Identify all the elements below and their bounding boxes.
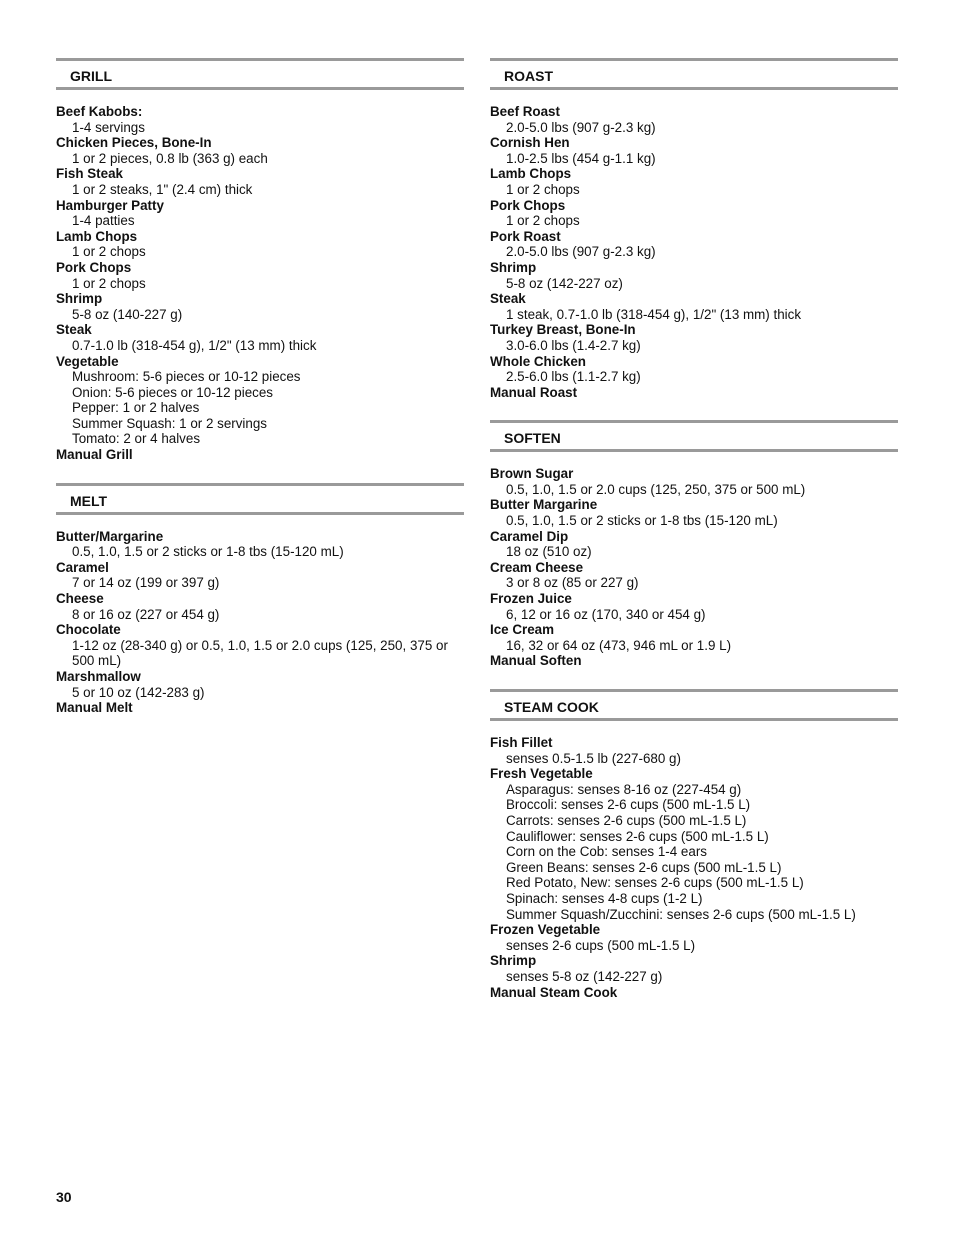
entry-item (490, 135, 898, 166)
entry-name: Manual Melt (56, 700, 133, 716)
entry-name: Shrimp (490, 259, 537, 275)
entry-detail: Summer Squash/Zucchini: senses 2-6 cups (500 mL-1.5 L) (506, 906, 856, 922)
entry-detail: Summer Squash: 1 or 2 servings (72, 415, 267, 431)
entry-name: Manual Roast (490, 384, 578, 400)
entry-name: Beef Roast (490, 104, 560, 119)
entry-detail: 5-8 oz (142-227 oz) (506, 275, 623, 291)
entry-item (490, 560, 898, 591)
entry-item (490, 497, 898, 528)
entry-detail: 0.7-1.0 lb (318-454 g), 1/2" (13 mm) thick (72, 337, 317, 353)
entry-item (56, 166, 464, 197)
entry-item (490, 766, 898, 922)
entry-item (490, 260, 898, 291)
right-column (490, 58, 898, 1000)
entry-list (490, 735, 898, 1000)
section-header (490, 58, 898, 90)
entry-item (56, 622, 464, 669)
entry-detail: Corn on the Cob: senses 1-4 ears (506, 844, 707, 860)
section-steam-cook (490, 689, 898, 1000)
entry-detail: 2.5-6.0 lbs (1.1-2.7 kg) (506, 369, 641, 385)
entry-item (56, 322, 464, 353)
entry-name: Lamb Chops (490, 166, 572, 182)
entry-detail: 8 or 16 oz (227 or 454 g) (72, 606, 220, 622)
entry-name: Ice Cream (490, 622, 555, 638)
entry-item (56, 447, 464, 463)
entry-detail: Mushroom: 5-6 pieces or 10-12 pieces (72, 369, 301, 385)
entry-detail: 7 or 14 oz (199 or 397 g) (72, 575, 220, 591)
entry-name: Lamb Chops (56, 228, 138, 244)
entry-detail: senses 2-6 cups (500 mL-1.5 L) (506, 937, 696, 953)
entry-name: Cream Cheese (490, 559, 584, 575)
entry-detail: 16, 32 or 64 oz (473, 946 mL or 1.9 L) (506, 637, 732, 653)
entry-item (56, 135, 464, 166)
entry-name: Shrimp (490, 953, 537, 969)
entry-detail: Carrots: senses 2-6 cups (500 mL-1.5 L) (506, 812, 747, 828)
entry-item (490, 922, 898, 953)
section-grill (56, 58, 464, 463)
entry-detail: 18 oz (510 oz) (506, 544, 592, 560)
entry-detail: 1 or 2 chops (72, 244, 146, 260)
entry-detail: 500 mL) (72, 653, 122, 669)
entry-item (56, 354, 464, 448)
entry-detail: 3.0-6.0 lbs (1.4-2.7 kg) (506, 337, 641, 353)
entry-name: Caramel Dip (490, 528, 569, 544)
entry-name: Fish Fillet (490, 735, 553, 750)
entry-name: Manual Soften (490, 653, 582, 669)
entry-name: Turkey Breast, Bone-In (490, 322, 636, 338)
entry-name: Shrimp (56, 291, 103, 307)
entry-name: Frozen Vegetable (490, 922, 601, 938)
entry-detail: 1-4 servings (72, 119, 145, 135)
entry-name: Caramel (56, 559, 109, 575)
entry-detail: 2.0-5.0 lbs (907 g-2.3 kg) (506, 119, 656, 135)
entry-name: Chocolate (56, 622, 121, 638)
entry-item (56, 591, 464, 622)
entry-name: Steak (56, 322, 92, 338)
entry-name: Whole Chicken (490, 353, 586, 369)
entry-detail: 1 or 2 chops (506, 213, 580, 229)
entry-name: Manual Steam Cook (490, 984, 618, 1000)
entry-name: Marshmallow (56, 669, 141, 684)
entry-list (490, 466, 898, 669)
entry-name: Manual Grill (56, 447, 133, 463)
entry-name: Fresh Vegetable (490, 766, 593, 782)
entry-name: Beef Kabobs: (56, 104, 143, 119)
entry-name: Steak (490, 291, 526, 307)
entry-detail: 1 steak, 0.7-1.0 lb (318-454 g), 1/2" (13 mm) thick (506, 306, 802, 322)
entry-detail: 3 or 8 oz (85 or 227 g) (506, 575, 639, 591)
entry-item (56, 529, 464, 560)
entry-detail: 5 or 10 oz (142-283 g) (72, 684, 205, 700)
entry-item (490, 985, 898, 1001)
entry-name: Brown Sugar (490, 466, 574, 482)
entry-detail: 6, 12 or 16 oz (170, 340 or 454 g) (506, 606, 706, 622)
entry-name: Butter Margarine (490, 497, 598, 513)
section-melt (56, 483, 464, 716)
entry-detail: Asparagus: senses 8-16 oz (227-454 g) (506, 781, 742, 797)
left-column (56, 58, 464, 716)
entry-name: Chicken Pieces, Bone-In (56, 135, 212, 151)
entry-item (56, 291, 464, 322)
entry-name: Pork Roast (490, 228, 561, 244)
entry-detail: senses 0.5-1.5 lb (227-680 g) (506, 750, 681, 766)
entry-item (490, 735, 898, 766)
entry-list (490, 104, 898, 400)
section-title: ROAST (504, 68, 553, 84)
entry-item (490, 229, 898, 260)
entry-detail: 1 or 2 steaks, 1" (2.4 cm) thick (72, 181, 253, 197)
entry-detail: Cauliflower: senses 2-6 cups (500 mL-1.5 L) (506, 828, 769, 844)
entry-detail: 1.0-2.5 lbs (454 g-1.1 kg) (506, 150, 656, 166)
entry-detail: 0.5, 1.0, 1.5 or 2.0 cups (125, 250, 375 or 500 mL) (506, 481, 806, 497)
entry-item (490, 653, 898, 669)
entry-detail: 1 or 2 pieces, 0.8 lb (363 g) each (72, 150, 268, 166)
entry-item (490, 104, 898, 135)
section-title: GRILL (70, 68, 112, 84)
entry-name: Cheese (56, 591, 104, 607)
entry-item (490, 622, 898, 653)
entry-detail: 2.0-5.0 lbs (907 g-2.3 kg) (506, 244, 656, 260)
section-title: SOFTEN (504, 430, 561, 447)
entry-name: Pork Chops (490, 197, 566, 213)
entry-detail: 1-12 oz (28-340 g) or 0.5, 1.0, 1.5 or 2.0 cups (125, 250, 375 or (72, 637, 448, 653)
entry-item (490, 953, 898, 984)
entry-item (56, 104, 464, 135)
section-title: STEAM COOK (504, 699, 599, 715)
entry-item (56, 560, 464, 591)
entry-item (490, 166, 898, 197)
section-header (56, 483, 464, 515)
entry-item (490, 529, 898, 560)
entry-detail: 1-4 patties (72, 213, 135, 229)
entry-detail: Spinach: senses 4-8 cups (1-2 L) (506, 890, 703, 906)
entry-name: Fish Steak (56, 166, 123, 182)
entry-detail: 0.5, 1.0, 1.5 or 2 sticks or 1-8 tbs (15-120 mL) (506, 513, 778, 529)
entry-item (490, 322, 898, 353)
entry-item (56, 669, 464, 700)
entry-list (56, 104, 464, 463)
entry-detail: 1 or 2 chops (506, 181, 580, 197)
entry-item (490, 354, 898, 385)
entry-name: Hamburger Patty (56, 197, 164, 213)
section-soften (490, 420, 898, 669)
entry-name: Cornish Hen (490, 135, 570, 151)
entry-detail: Broccoli: senses 2-6 cups (500 mL-1.5 L) (506, 797, 751, 813)
entry-item (56, 700, 464, 716)
entry-item (56, 229, 464, 260)
entry-item (56, 198, 464, 229)
entry-item (490, 291, 898, 322)
entry-detail: Red Potato, New: senses 2-6 cups (500 mL-1.5 L) (506, 875, 804, 891)
entry-detail: Pepper: 1 or 2 halves (72, 400, 200, 416)
entry-list (56, 529, 464, 716)
entry-detail: Onion: 5-6 pieces or 10-12 pieces (72, 384, 273, 400)
entry-name: Vegetable (56, 353, 119, 369)
page-number: 30 (56, 1189, 72, 1205)
entry-name: Pork Chops (56, 259, 132, 275)
entry-detail: senses 5-8 oz (142-227 g) (506, 968, 663, 984)
entry-item (490, 385, 898, 401)
section-title: MELT (70, 492, 108, 509)
section-header (490, 420, 898, 452)
entry-detail: 0.5, 1.0, 1.5 or 2 sticks or 1-8 tbs (15-120 mL) (72, 544, 344, 560)
entry-detail: 1 or 2 chops (72, 275, 146, 291)
entry-name: Butter/Margarine (56, 528, 164, 544)
entry-detail: Green Beans: senses 2-6 cups (500 mL-1.5 L) (506, 859, 782, 875)
entry-item (56, 260, 464, 291)
entry-name: Frozen Juice (490, 591, 572, 607)
section-header (490, 689, 898, 721)
entry-item (490, 198, 898, 229)
entry-item (490, 591, 898, 622)
entry-detail: Tomato: 2 or 4 halves (72, 431, 201, 447)
section-roast (490, 58, 898, 400)
section-header (56, 58, 464, 90)
entry-detail: 5-8 oz (140-227 g) (72, 306, 183, 322)
entry-item (490, 466, 898, 497)
